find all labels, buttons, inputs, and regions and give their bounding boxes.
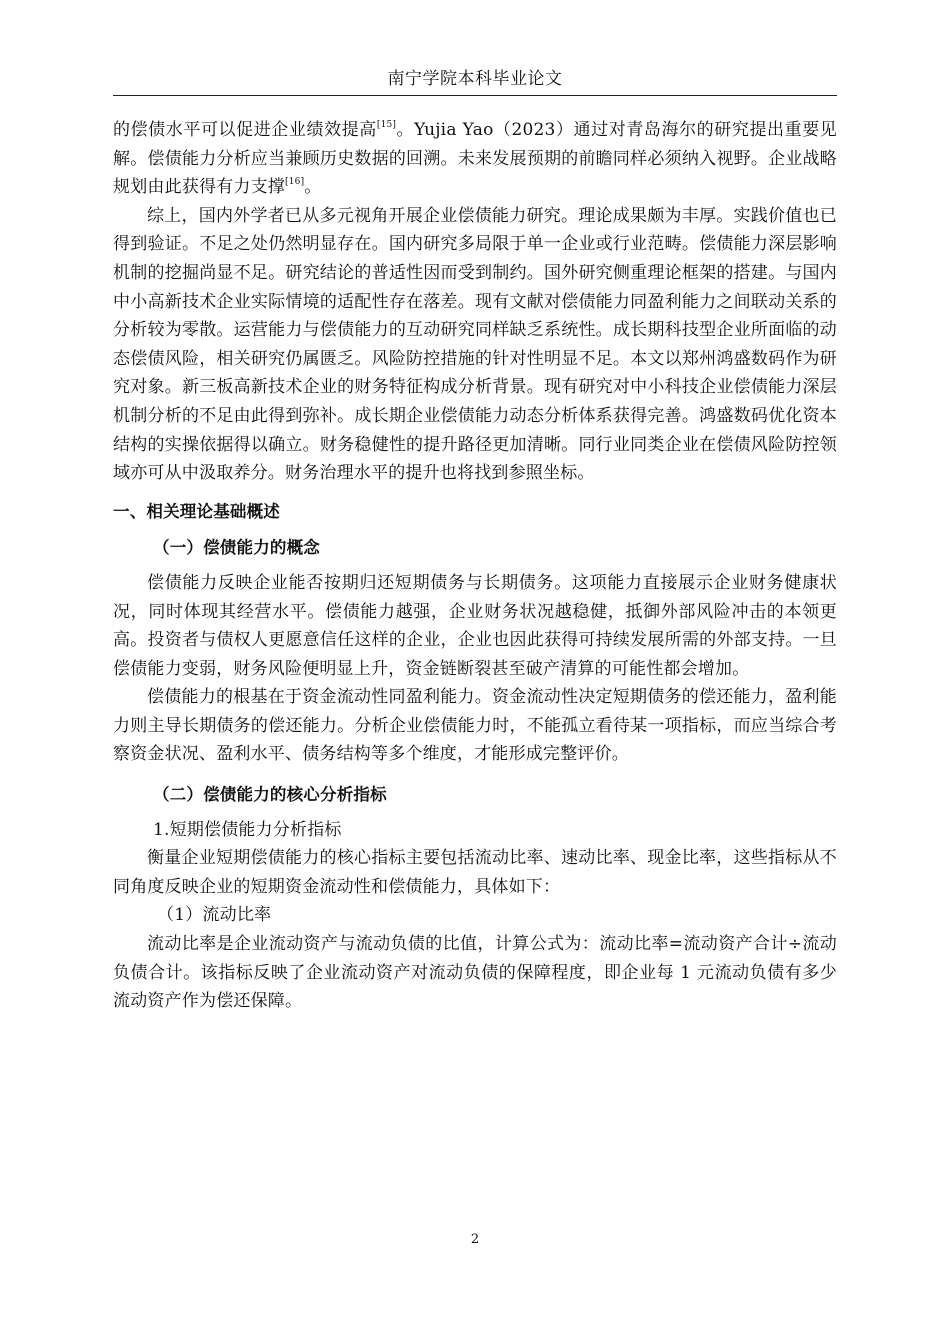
paragraph: 偿债能力的根基在于资金流动性同盈利能力。资金流动性决定短期债务的偿还能力，盈利能力则主导长期债务的偿还能力。分析企业偿债能力时，不能孤立看待某一项指标，而应当综合考察资金状况、盈利水平、债务结构等多个维度，才能形成完整评价。 [113, 687, 837, 765]
header-rule [113, 95, 837, 96]
citation: [16] [285, 177, 305, 188]
section-heading: 一、相关理论基础概述 [113, 501, 280, 521]
page-body [113, 116, 837, 1016]
paragraph-text: 的偿债水平可以促进企业绩效提高 [113, 120, 377, 140]
citation: [15] [376, 120, 397, 130]
running-header: 南宁学院本科毕业论文 [387, 69, 563, 89]
sub-subsection-heading: 1.短期偿债能力分析指标 [153, 819, 342, 840]
subsection-heading: （一）偿债能力的概念 [153, 538, 320, 558]
paragraph: 偿债能力反映企业能否按期归还短期债务与长期债务。这项能力直接展示企业财务健康状况，同时体现其经营水平。偿债能力越强，企业财务状况越稳健，抵御外部风险冲击的本领更高。投资者与债权人更愿意信任这样的企业，企业也因此获得可持续发展所需的外部支持。一旦偿债能力变弱，财务风险便明显上升，资金链断裂甚至破产清算的可能性都会增加。 [113, 572, 837, 679]
item-heading: （1）流动比率 [157, 905, 272, 926]
paragraph-text: 。 [304, 177, 322, 198]
paragraph [113, 116, 837, 202]
page-number: 2 [470, 1232, 480, 1247]
paragraph: 综上，国内外学者已从多元视角开展企业偿债能力研究。理论成果颇为丰厚。实践价值也已得到验证。不足之处仍然明显存在。国内研究多局限于单一企业或行业范畴。偿债能力深层影响机制的挖掘尚显不足。研究结论的普适性因而受到制约。国外研究侧重理论框架的搭建。与国内中小高新技术企业实际情境的适配性存在落差。现有文献对偿债能力同盈利能力之间联动关系的分析较为零散。运营能力与偿债能力的互动研究同样缺乏系统性。成长期科技型企业所面临的动态偿债风险，相关研究仍属匮乏。风险防控措施的针对性明显不足。本文以郑州鸿盛数码作为研究对象。新三板高新技术企业的财务特征构成分析背景。现有研究对中小科技企业偿债能力深层机制分析的不足由此得到弥补。成长期企业偿债能力动态分析体系获得完善。鸿盛数码优化资本结构的实操依据得以确立。财务稳健性的提升路径更加清晰。同行业同类企业在偿债风险防控领域亦可从中汲取养分。财务治理水平的提升也将找到参照坐标。 [113, 205, 837, 484]
paragraph: 衡量企业短期偿债能力的核心指标主要包括流动比率、速动比率、现金比率，这些指标从不同角度反映企业的短期资金流动性和偿债能力，具体如下： [113, 848, 837, 897]
paragraph: 流动比率是企业流动资产与流动负债的比值，计算公式为：流动比率=流动资产合计÷流动负债合计。该指标反映了企业流动资产对流动负债的保障程度，即企业每 1 元流动负债有多少流动资产作为偿还保障。 [113, 934, 837, 1012]
paragraph-text: 。Yujia Yao（2023）通过对青岛海尔的研究提出重要见解。偿债能力分析应当兼顾历史数据的回溯。未来发展预期的前瞻同样必须纳入视野。企业战略规划由此获得有力支撑 [113, 120, 838, 198]
subsection-heading: （二）偿债能力的核心分析指标 [153, 785, 387, 805]
